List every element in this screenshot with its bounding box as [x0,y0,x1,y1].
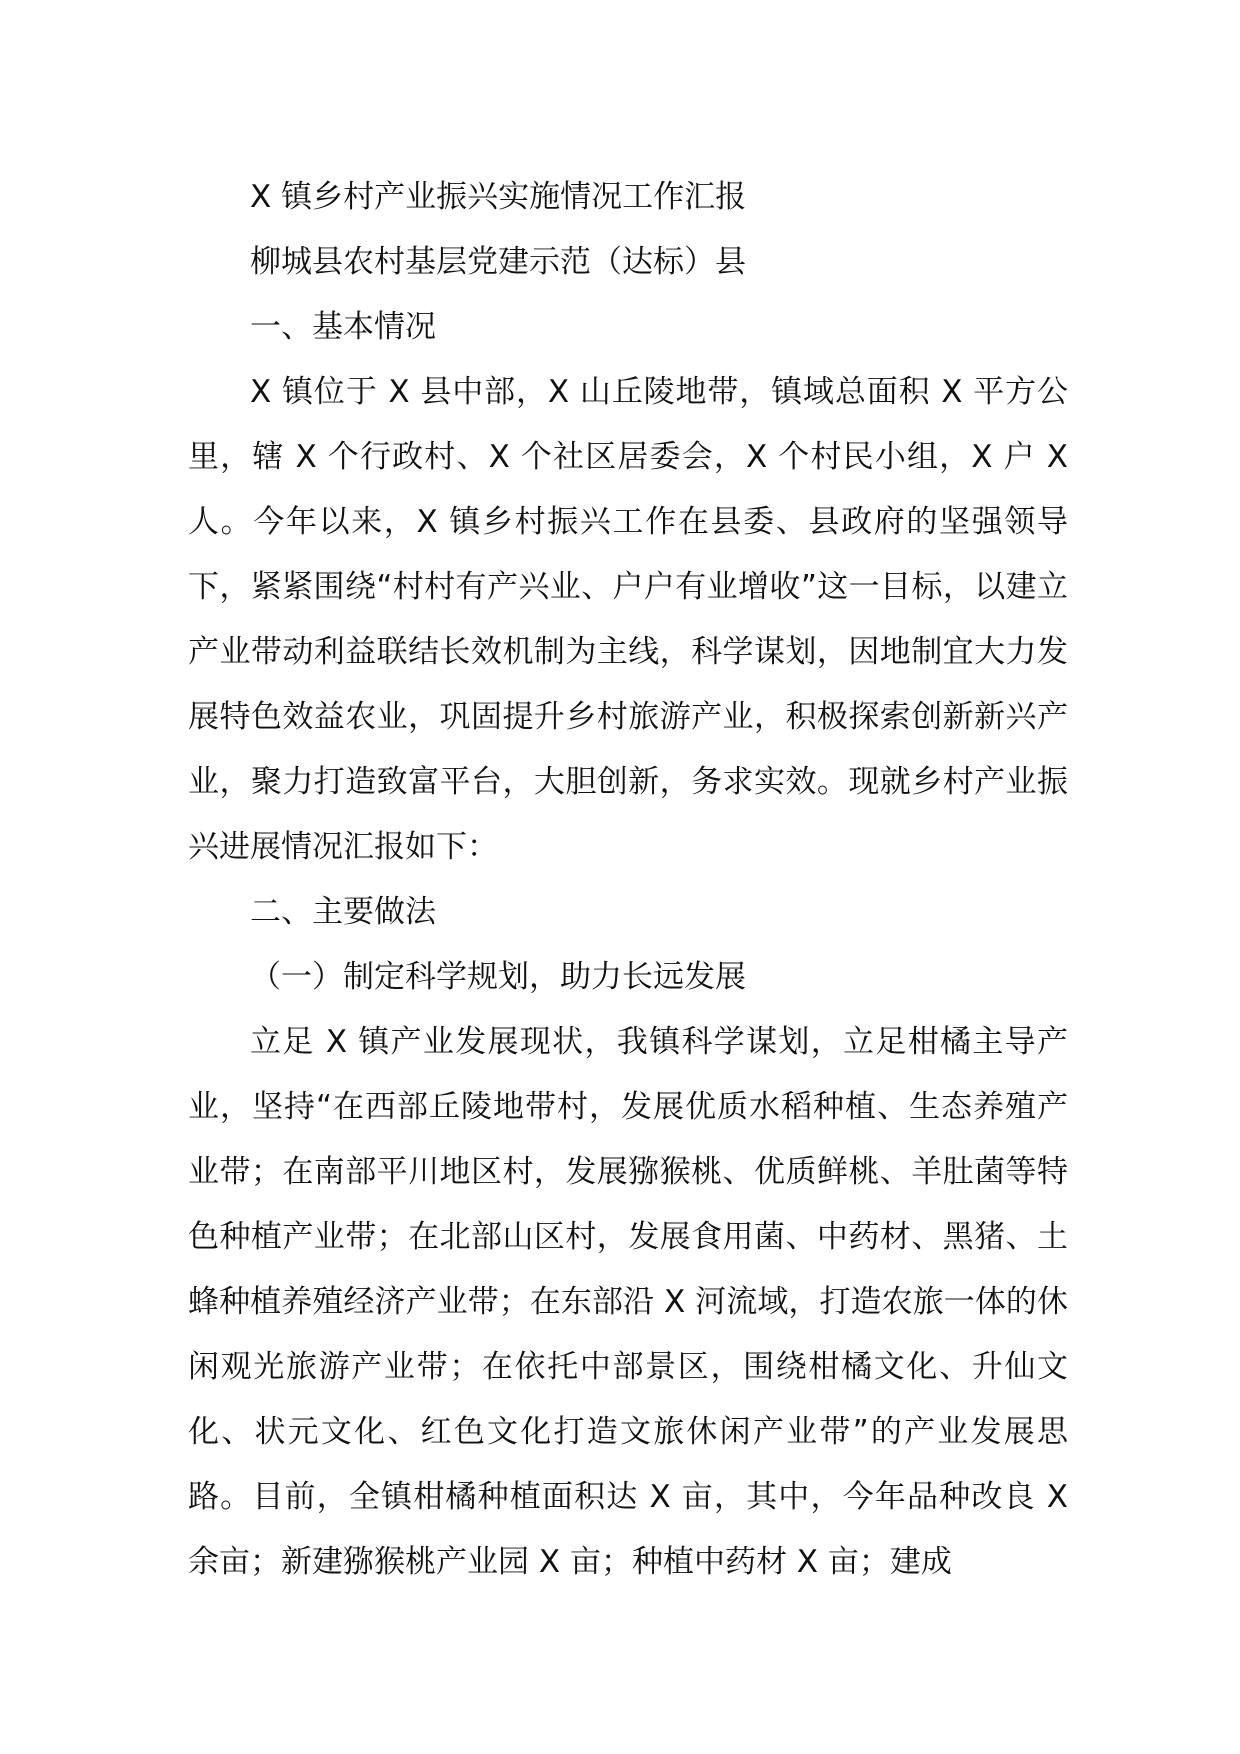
document-body [188,165,1078,1595]
paragraph-planning: 立足 X 镇产业发展现状，我镇科学谋划，立足柑橘主导产业，坚持“在西部丘陵地带村，发展优质水稻种植、生态养殖产业带；在南部平川地区村，发展猕猴桃、优质鲜桃、羊肚菌等特色种植产业带；在北部山区村，发展食用菌、中药材、黑猪、土蜂种植养殖经济产业带；在东部沿 X 河流域，打造农旅一体的休闲观光旅游产业带；在依托中部景区，围绕柑橘文化、升仙文化、状元文化、红色文化打造文旅休闲产业带”的产业发展思路。目前，全镇柑橘种植面积达 X 亩，其中，今年品种改良 X 余亩；新建猕猴桃产业园 X 亩；种植中药材 X 亩；建成 [188,1024,1078,1580]
document-title: X 镇乡村产业振兴实施情况工作汇报 [250,179,747,215]
document-subtitle: 柳城县农村基层党建示范（达标）县 [250,244,746,280]
paragraph-basic-situation: X 镇位于 X 县中部，X 山丘陵地带，镇域总面积 X 平方公里，辖 X 个行政村、X 个社区居委会，X 个村民小组，X 户 X 人。今年以来，X 镇乡村振兴工作在县委、县政府的坚强领导下，紧紧围绕“村村有产兴业、户户有业增收”这一目标，以建立产业带动利益联结长效机制为主线，科学谋划，因地制宜大力发展特色效益农业，巩固提升乡村旅游产业，积极探索创新新兴产业，聚力打造致富平台，大胆创新，务求实效。现就乡村产业振兴进展情况汇报如下： [188,374,1078,865]
subsection-heading-planning: （一）制定科学规划，助力长远发展 [250,959,746,995]
section-heading-basic-situation: 一、基本情况 [250,309,436,345]
section-heading-main-measures: 二、主要做法 [250,894,436,930]
